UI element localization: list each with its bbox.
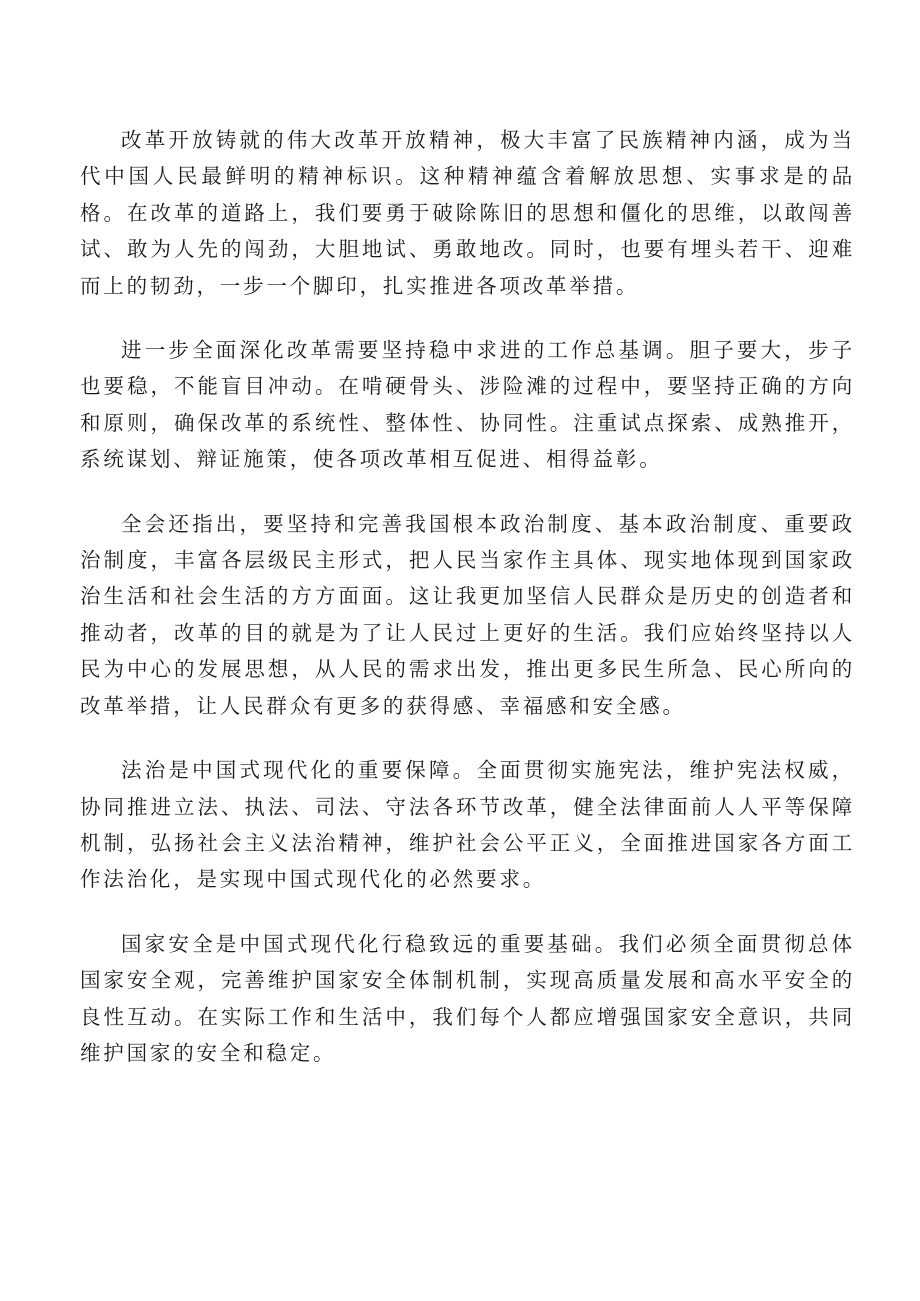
- document-body: [80, 122, 855, 1099]
- paragraph-1: 改革开放铸就的伟大改革开放精神，极大丰富了民族精神内涵，成为当代中国人民最鲜明的精神标识。这种精神蕴含着解放思想、实事求是的品格。在改革的道路上，我们要勇于破除陈旧的思想和僵化的思维，以敢闯善试、敢为人先的闯劲，大胆地试、勇敢地改。同时，也要有埋头若干、迎难而上的韧劲，一步一个脚印，扎实推进各项改革举措。: [80, 128, 855, 298]
- paragraph-5: 国家安全是中国式现代化行稳致远的重要基础。我们必须全面贯彻总体国家安全观，完善维护国家安全体制机制，实现高质量发展和高水平安全的良性互动。在实际工作和生活中，我们每个人都应增强国家安全意识，共同维护国家的安全和稳定。: [80, 931, 855, 1065]
- paragraph-2: 进一步全面深化改革需要坚持稳中求进的工作总基调。胆子要大，步子也要稳，不能盲目冲动。在啃硬骨头、涉险滩的过程中，要坚持正确的方向和原则，确保改革的系统性、整体性、协同性。注重试点探索、成熟推开，系统谋划、辩证施策，使各项改革相互促进、相得益彰。: [80, 338, 855, 472]
- paragraph-4: 法治是中国式现代化的重要保障。全面贯彻实施宪法，维护宪法权威，协同推进立法、执法、司法、守法各环节改革，健全法律面前人人平等保障机制，弘扬社会主义法治精神，维护社会公平正义，全面推进国家各方面工作法治化，是实现中国式现代化的必然要求。: [80, 758, 855, 892]
- paragraph-3: 全会还指出，要坚持和完善我国根本政治制度、基本政治制度、重要政治制度，丰富各层级民主形式，把人民当家作主具体、现实地体现到国家政治生活和社会生活的方方面面。这让我更加坚信人民群众是历史的创造者和推动者，改革的目的就是为了让人民过上更好的生活。我们应始终坚持以人民为中心的发展思想，从人民的需求出发，推出更多民生所急、民心所向的改革举措，让人民群众有更多的获得感、幸福感和安全感。: [80, 511, 855, 718]
